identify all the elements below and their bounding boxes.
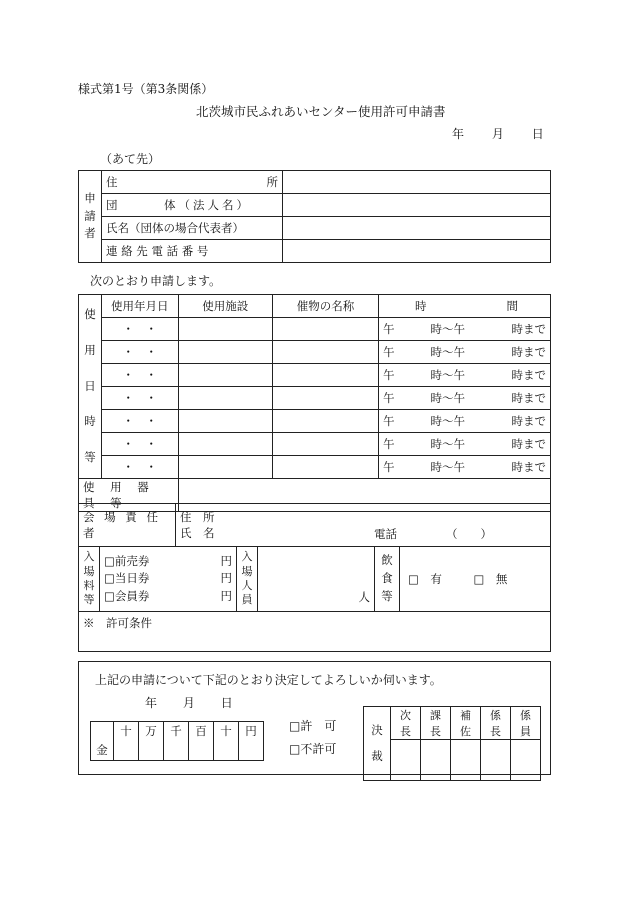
food-options[interactable] xyxy=(400,547,551,612)
ticket-prices[interactable]: □前売券 円 □当日券 円 □会員券 円 xyxy=(100,547,237,612)
food-label: 飲 食 等 xyxy=(375,547,400,612)
usage-table xyxy=(78,294,551,512)
venue-manager-box[interactable] xyxy=(176,504,551,547)
approver-stamp-cell[interactable] xyxy=(481,740,511,781)
field-organization-label: 団 体（法人名） xyxy=(102,194,283,217)
usage-row xyxy=(79,364,551,387)
amount-unit-cell[interactable]: 十 xyxy=(214,722,239,761)
field-phone-input[interactable] xyxy=(283,240,551,263)
amount-unit-cell[interactable]: 万 xyxy=(139,722,164,761)
header-time: 時 間 xyxy=(379,295,551,318)
usage-date-cell[interactable]: ・ ・ xyxy=(101,318,178,341)
venue-manager-label: 会 場 責 任 者 xyxy=(79,504,176,547)
permit-options[interactable] xyxy=(289,715,336,761)
ticket-advance: □前売券 xyxy=(104,554,150,569)
approval-label: 決 裁 xyxy=(364,707,391,781)
approver-header: 補佐 xyxy=(451,707,481,740)
approver-stamp-cell[interactable] xyxy=(421,740,451,781)
field-organization-input[interactable] xyxy=(283,194,551,217)
usage-facility-cell[interactable] xyxy=(178,410,272,433)
usage-time-cell[interactable]: 午 時～午 時まで xyxy=(379,318,551,341)
header-event-name: 催物の名称 xyxy=(272,295,378,318)
usage-facility-cell[interactable] xyxy=(178,364,272,387)
field-address-input[interactable] xyxy=(283,171,551,194)
header-facility: 使用施設 xyxy=(178,295,272,318)
usage-facility-cell[interactable] xyxy=(178,456,272,479)
form-number: 様式第1号（第3条関係） xyxy=(78,82,214,96)
approver-stamp-cell[interactable] xyxy=(511,740,541,781)
field-representative-input[interactable] xyxy=(283,217,551,240)
permit-checkbox[interactable]: □許 可 xyxy=(289,719,337,733)
usage-date-cell[interactable]: ・ ・ xyxy=(101,341,178,364)
venue-name-label: 氏 名 xyxy=(180,526,215,540)
usage-row xyxy=(79,387,551,410)
addressee: （あて先） xyxy=(100,152,161,166)
field-phone-label: 連 絡 先 電 話 番 号 xyxy=(102,240,283,263)
approver-stamp-cell[interactable] xyxy=(451,740,481,781)
usage-time-cell[interactable]: 午 時～午 時まで xyxy=(379,364,551,387)
deny-checkbox[interactable]: □不許可 xyxy=(289,742,337,756)
intro-text: 次のとおり申請します。 xyxy=(90,274,222,288)
usage-row xyxy=(79,433,551,456)
usage-date-cell[interactable]: ・ ・ xyxy=(101,364,178,387)
usage-facility-cell[interactable] xyxy=(178,318,272,341)
usage-event-cell[interactable] xyxy=(272,410,378,433)
permit-conditions: ※ 許可条件 xyxy=(79,612,551,652)
ticket-same-day: □当日券 xyxy=(104,571,150,586)
venue-phone-paren: （ ） xyxy=(446,527,492,541)
ticket-member: □会員券 xyxy=(104,588,150,603)
food-yes-checkbox[interactable]: □ 有 xyxy=(408,572,442,586)
header-date: 使用年月日 xyxy=(101,295,178,318)
usage-event-cell[interactable] xyxy=(272,364,378,387)
usage-facility-cell[interactable] xyxy=(178,433,272,456)
admission-table xyxy=(78,546,551,652)
date-line xyxy=(452,125,544,142)
usage-row xyxy=(79,410,551,433)
approver-stamp-cell[interactable] xyxy=(391,740,421,781)
usage-side-label: 使 用 日 時 等 xyxy=(79,295,102,479)
usage-facility-cell[interactable] xyxy=(178,387,272,410)
lower-table xyxy=(78,503,551,547)
usage-row xyxy=(79,318,551,341)
usage-event-cell[interactable] xyxy=(272,433,378,456)
venue-phone-label: 電話 xyxy=(374,527,397,541)
food-no-checkbox[interactable]: □ 無 xyxy=(473,572,508,586)
attendees-label: 入 場 人 員 xyxy=(237,547,258,612)
date-month: 月 xyxy=(491,127,504,141)
approver-header: 係員 xyxy=(511,707,541,740)
usage-event-cell[interactable] xyxy=(272,456,378,479)
applicant-table xyxy=(78,170,551,263)
decision-box xyxy=(78,661,551,775)
equipment-label: 使 用 器 具 等 xyxy=(79,479,179,512)
admission-label: 入 場 料 等 xyxy=(79,547,100,612)
date-day: 日 xyxy=(531,127,544,141)
field-address-label: 住 所 xyxy=(102,171,283,194)
usage-event-cell[interactable] xyxy=(272,387,378,410)
amount-table xyxy=(90,721,264,761)
amount-unit-cell[interactable]: 円 xyxy=(239,722,264,761)
usage-date-cell[interactable]: ・ ・ xyxy=(101,410,178,433)
amount-unit-cell[interactable]: 十 xyxy=(114,722,139,761)
approval-table xyxy=(363,706,541,781)
usage-facility-cell[interactable] xyxy=(178,341,272,364)
usage-time-cell[interactable]: 午 時～午 時まで xyxy=(379,410,551,433)
usage-date-cell[interactable]: ・ ・ xyxy=(101,433,178,456)
amount-unit-cell[interactable]: 百 xyxy=(189,722,214,761)
decision-statement: 上記の申請について下記のとおり決定してよろしいか伺います。 xyxy=(95,673,442,687)
field-representative-label: 氏名（団体の場合代表者） xyxy=(102,217,283,240)
amount-unit-cell[interactable]: 千 xyxy=(164,722,189,761)
usage-time-cell[interactable]: 午 時～午 時まで xyxy=(379,341,551,364)
usage-time-cell[interactable]: 午 時～午 時まで xyxy=(379,456,551,479)
approver-header: 係長 xyxy=(481,707,511,740)
usage-event-cell[interactable] xyxy=(272,341,378,364)
approver-header: 課長 xyxy=(421,707,451,740)
attendees-input[interactable]: 人 xyxy=(258,547,375,612)
usage-time-cell[interactable]: 午 時～午 時まで xyxy=(379,387,551,410)
usage-date-cell[interactable]: ・ ・ xyxy=(101,387,178,410)
applicant-label: 申 請 者 xyxy=(79,171,102,263)
venue-address-label: 住 所 xyxy=(180,510,215,524)
usage-time-cell[interactable]: 午 時～午 時まで xyxy=(379,433,551,456)
usage-event-cell[interactable] xyxy=(272,318,378,341)
usage-row xyxy=(79,341,551,364)
date-year: 年 xyxy=(452,127,465,141)
usage-row xyxy=(79,456,551,479)
amount-label: 金 xyxy=(91,722,114,761)
page-title: 北茨城市民ふれあいセンター使用許可申請書 xyxy=(196,104,446,119)
usage-date-cell[interactable]: ・ ・ xyxy=(101,456,178,479)
decision-date: 年 月 日 xyxy=(145,696,233,710)
approver-header: 次長 xyxy=(391,707,421,740)
